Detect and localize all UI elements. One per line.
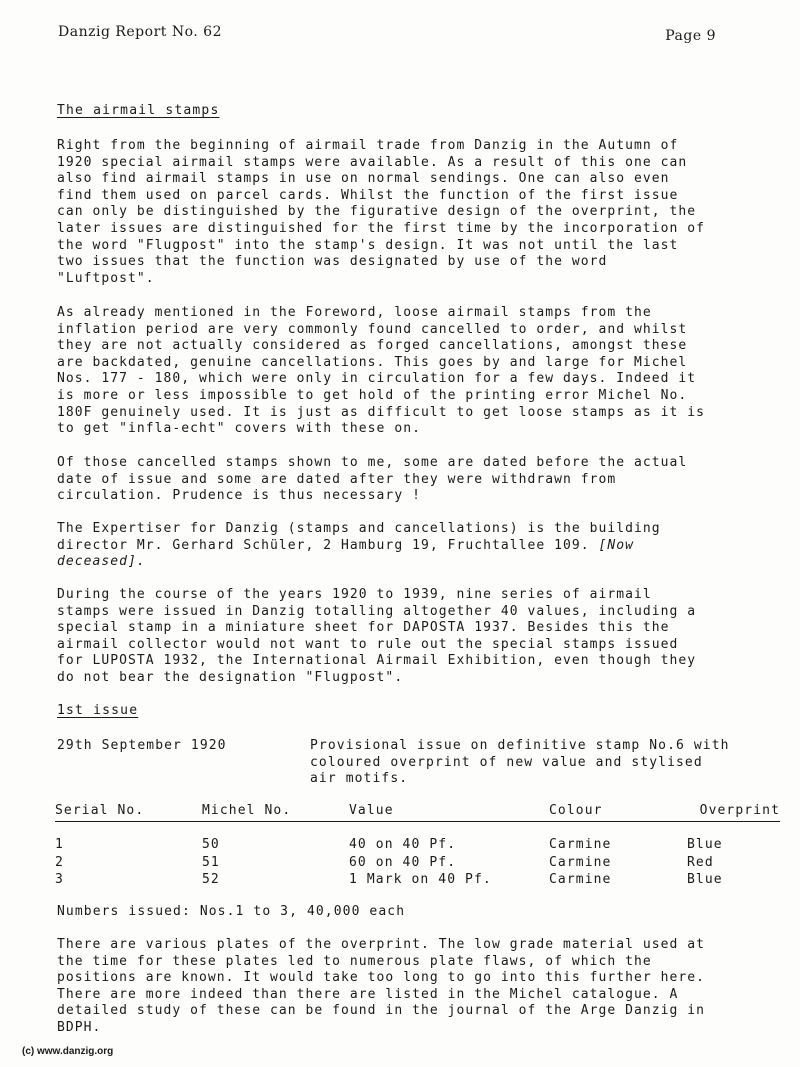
cell-michel: 52 [202,872,220,887]
cell-value: 60 on 40 Pf. [349,854,457,870]
paragraph-intro: Right from the beginning of airmail trade from Danzig in the Autumn of 1920 special airmail stamps were available. As a result of this one can also find airmail stamps in use on normal sendings. One can also even find them used on parcel cards. Whilst the function of the first issue can only be distinguished by the figurative design of the overprint, the later issues are distinguished for the first time by the incorporation of the word "Flugpost" into the stamp's design. It was not until the last two issues that the function was designated by use of the word "Luftpost". [57,138,705,286]
copyright: (c) www.danzig.org [22,1046,114,1057]
cell-michel: 50 [202,837,220,852]
page-number: Page 9 [665,28,716,44]
issue-date: 29th September 1920 [57,738,227,753]
cell-colour: Carmine [549,854,612,870]
cell-colour: Carmine [549,837,612,852]
section-heading: The airmail stamps [57,103,220,118]
cell-overprint: Red [687,854,714,870]
header-colour: Colour [549,803,687,822]
cell-serial: 1 [55,837,64,852]
cell-overprint: Blue [687,837,723,852]
numbers-issued: Numbers issued: Nos.1 to 3, 40,000 each [57,904,406,919]
cell-michel: 51 [202,854,220,870]
cell-serial: 2 [55,854,64,870]
table-row [55,871,780,889]
report-title: Danzig Report No. 62 [58,24,222,40]
header-michel: Michel No. [202,803,349,822]
table-row [55,854,780,872]
paragraph-cancellations: As already mentioned in the Foreword, loose airmail stamps from the inflation period are very commonly found cancelled to order, and whilst they are not actually considered as forged cancellations, amongst these are backdated, genuine cancellations. This goes by and large for Michel Nos. 177 - 180, which were only in circulation for a few days. Indeed it is more or less impossible to get hold of the printing error Michel No. 180F genuinely used. It is just as difficult to get loose stamps as it is to get "infla-echt" covers with these on. [57,305,705,437]
table-row [55,836,780,854]
table-header-row [55,803,780,822]
cell-serial: 3 [55,872,64,887]
header-value: Value [349,803,549,822]
cell-overprint: Blue [687,872,723,887]
paragraph-plates: There are various plates of the overprint. The low grade material used at the time for these plates led to numerous plate flaws, of which the positions are known. It would take too long to go into this further here. There are more indeed than there are listed in the Michel catalogue. A detailed study of these can be found in the journal of the Arge Danzig in BDPH. [57,937,705,1035]
cell-value: 1 Mark on 40 Pf. [349,872,492,887]
header-serial: Serial No. [55,803,202,822]
expertiser-note: [Now deceased]. [57,537,634,570]
cell-value: 40 on 40 Pf. [349,837,457,852]
issue-heading: 1st issue [57,703,139,718]
paragraph-series: During the course of the years 1920 to 1939, nine series of airmail stamps were issued in Danzig totalling altogether 40 values, including a special stamp in a miniature sheet for DAPOSTA 1937. Besides this the airmail collector would not want to rule out the special stamps issued for LUPOSTA 1932, the International Airmail Exhibition, even though they do not bear the designation "Flugpost". [57,587,697,685]
stamps-table [55,803,780,889]
paragraph-expertiser [57,521,782,571]
issue-description: Provisional issue on definitive stamp No.6 with coloured overprint of new value and stylised air motifs. [310,738,730,787]
expertiser-text: The Expertiser for Danzig (stamps and cancellations) is the building director Mr. Gerhard Schüler, 2 Hamburg 19, Fruchtallee 109. [57,521,661,553]
paragraph-dates: Of those cancelled stamps shown to me, some are dated before the actual date of issue and some are dated after they were withdrawn from circulation. Prudence is thus necessary ! [57,455,688,504]
page-header [58,24,742,44]
cell-colour: Carmine [549,872,612,887]
header-overprint: Overprint [687,803,780,822]
